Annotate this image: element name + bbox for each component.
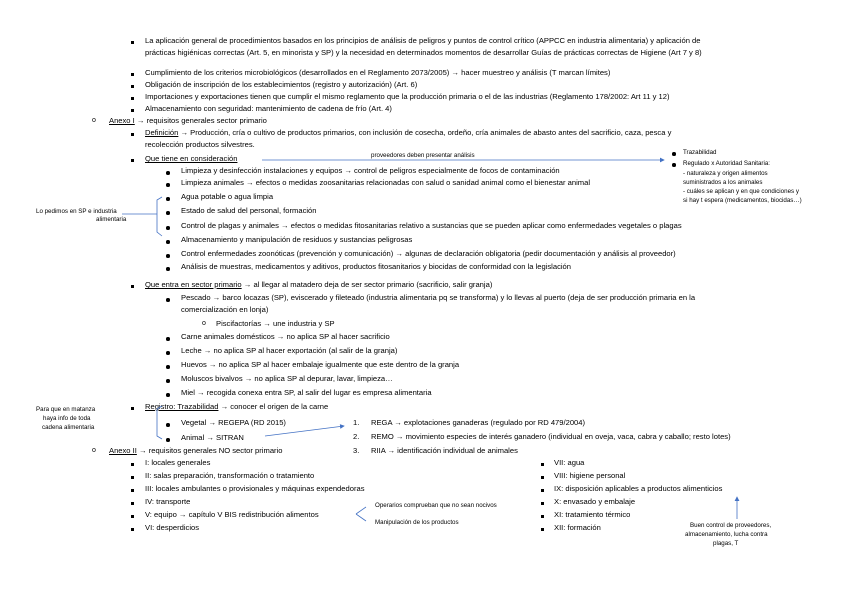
note-proveedores: proveedores deben presentar análisis bbox=[371, 152, 475, 159]
text-line: Limpieza animales → efectos o medidas zoosanitarias relacionadas con salud o sanidad animal como el bienestar animal bbox=[181, 178, 591, 187]
note-sp-industria: Lo pedimos en SP e industria bbox=[36, 208, 117, 215]
note-buen-control: Buen control de proveedores, bbox=[690, 522, 772, 529]
note-regulado: Regulado x Autoridad Sanitaria: bbox=[683, 160, 771, 167]
text-line: Limpieza y desinfección instalaciones y equipos → control de peligros especialmente de focos de contaminación bbox=[181, 166, 560, 175]
note-regulado-item: - naturaleza y origen alimentos bbox=[683, 170, 768, 177]
text-line: VII: agua bbox=[554, 458, 585, 467]
bracket-sp-industria bbox=[157, 197, 162, 236]
registro-text: → conocer el origen de la carne bbox=[218, 402, 329, 411]
text-line: Carne animales domésticos → no aplica SP al hacer sacrificio bbox=[181, 332, 390, 341]
note-buen-control: plagas, T bbox=[713, 540, 739, 547]
text-line: Importaciones y exportaciones tienen que cumplir el mismo reglamento que la producción primaria o el de las industrias (Reglamento 178/2002: Art 11 y 12) bbox=[145, 92, 670, 101]
note-matanza: haya info de toda bbox=[43, 415, 91, 422]
text-line: Animal → SITRAN bbox=[181, 433, 244, 442]
circle-bullet: o bbox=[92, 117, 96, 124]
text-line: XII: formación bbox=[554, 523, 601, 532]
text-line: X: envasado y embalaje bbox=[554, 497, 636, 506]
note-matanza: cadena alimentaria bbox=[42, 424, 95, 431]
text-line: prácticas higiénicas correctas (Art. 5, en minorista y SP) y la necesidad en determinados momentos de desarrollar Guías de prácticas correctas de Higiene (Art 7 y 8) bbox=[145, 48, 702, 57]
text-line: Miel → recogida conexa entra SP, al salir del lugar es empresa alimentaria bbox=[181, 388, 432, 397]
text-line: comercialización en lonja) bbox=[181, 305, 269, 314]
anexo-2-title: Anexo II bbox=[109, 446, 137, 455]
text-line: Control de plagas y animales → efectos o medidas fitosanitarias relativo a sustancias que se pueden aplicar como enfermedades vegetales o plagas bbox=[181, 221, 682, 230]
text-line: Almacenamiento y manipulación de residuos y sustancias peligrosas bbox=[181, 235, 413, 244]
anexo-1-text: → requisitos generales sector primario bbox=[134, 116, 267, 125]
arrow-sitran bbox=[265, 426, 344, 436]
text-line: Huevos → no aplica SP al hacer embalaje igualmente que este dentro de la granja bbox=[181, 360, 460, 369]
bracket-matanza bbox=[157, 406, 162, 439]
consideracion-title: Que tiene en consideración bbox=[145, 154, 238, 163]
text-line: RIIA → identificación individual de animales bbox=[371, 446, 518, 455]
definicion-text: → Producción, cría o cultivo de productos primarios, con inclusión de cosecha, ordeño, cría animales de abasto antes del sacrificio, caza, pesca y bbox=[178, 128, 672, 137]
note-manipulacion: Manipulación de los productos bbox=[375, 519, 459, 526]
text-line: Almacenamiento con seguridad: mantenimiento de cadena de frío (Art. 4) bbox=[145, 104, 392, 113]
text-line: II: salas preparación, transformación o tratamiento bbox=[145, 471, 315, 480]
text-line: Agua potable o agua limpia bbox=[181, 192, 274, 201]
anexo-2-text: → requisitos generales NO sector primario bbox=[136, 446, 283, 455]
text-line: Piscifactorías → une industria y SP bbox=[216, 319, 335, 328]
note-regulado-item: si hay t espera (medicamentos, biocidas…) bbox=[683, 197, 802, 204]
text-line: Control enfermedades zoonóticas (prevención y comunicación) → algunas de declaración obligatoria (pedir documentación y análisis al proveedor) bbox=[181, 249, 676, 258]
circle-bullet: o bbox=[92, 447, 96, 454]
text-line: V: equipo → capítulo V BIS redistribución alimentos bbox=[145, 510, 319, 519]
entra-text: → al llegar al matadero deja de ser sector primario (sacrificio, salir granja) bbox=[241, 280, 493, 289]
note-matanza: Para que en matanza bbox=[36, 406, 96, 413]
entra-title: Que entra en sector primario bbox=[145, 280, 242, 289]
text-line: REMO → movimiento especies de interés ganadero (individual en oveja, vaca, cabra y caballo; resto lotes) bbox=[371, 432, 731, 441]
anexo-1-title: Anexo I bbox=[109, 116, 135, 125]
definicion-title: Definición bbox=[145, 128, 179, 137]
text-line: III: locales ambulantes o provisionales y máquinas expendedoras bbox=[145, 484, 365, 493]
text-line: Análisis de muestras, medicamentos y aditivos, productos fitosanitarios y biocidas de conformidad con la legislación bbox=[181, 262, 572, 271]
text-line: La aplicación general de procedimientos basados en los principios de análisis de peligros y puntos de control crítico (APPCC en industria alimentaria) y aplicación de bbox=[145, 36, 701, 45]
list-number: 1. bbox=[353, 418, 360, 427]
note-trazabilidad: Trazabilidad bbox=[683, 149, 717, 156]
text-line: Obligación de inscripción de los establecimientos (registro y autorización) (Art. 6) bbox=[145, 80, 418, 89]
text-line: XI: tratamiento térmico bbox=[554, 510, 631, 519]
note-regulado-item: suministrados a los animales bbox=[683, 179, 763, 186]
note-sp-industria: alimentaria bbox=[96, 216, 127, 223]
note-regulado-item: - cuáles se aplican y en que condiciones y bbox=[683, 188, 799, 195]
text-line: Pescado → barco locazas (SP), eviscerado y fileteado (industria alimentaria pq se transforma) y lo llevas al puerto (deja de ser producción primaria en la bbox=[181, 293, 696, 302]
text-line: Estado de salud del personal, formación bbox=[181, 206, 317, 215]
note-operarios: Operarios comprueban que no sean nocivos bbox=[375, 502, 497, 509]
text-line: REGA → explotaciones ganaderas (regulado por RD 479/2004) bbox=[371, 418, 586, 427]
text-line: IX: disposición aplicables a productos alimenticios bbox=[554, 484, 723, 493]
text-line: Moluscos bivalvos → no aplica SP al depurar, lavar, limpieza… bbox=[181, 374, 393, 383]
list-number: 2. bbox=[353, 432, 360, 441]
text-line: Vegetal → REGEPA (RD 2015) bbox=[181, 418, 286, 427]
note-buen-control: almacenamiento, lucha contra bbox=[685, 531, 768, 538]
text-line: I: locales generales bbox=[145, 458, 211, 467]
text-line: IV: transporte bbox=[145, 497, 191, 506]
text-line: recolección productos silvestres. bbox=[145, 140, 255, 149]
text-line: VI: desperdicios bbox=[145, 523, 200, 532]
list-number: 3. bbox=[353, 446, 360, 455]
text-line: Cumplimiento de los criterios microbiológicos (desarrollados en el Reglamento 2073/2005) → hacer muestreo y análisis (T marcan límites) bbox=[145, 68, 611, 77]
registro-title: Registro: Trazabilidad bbox=[145, 402, 219, 411]
bracket-equipo bbox=[356, 507, 366, 521]
text-line: Leche → no aplica SP al hacer exportación (al salir de la granja) bbox=[181, 346, 398, 355]
text-line: VIII: higiene personal bbox=[554, 471, 626, 480]
circle-bullet: o bbox=[202, 320, 206, 327]
